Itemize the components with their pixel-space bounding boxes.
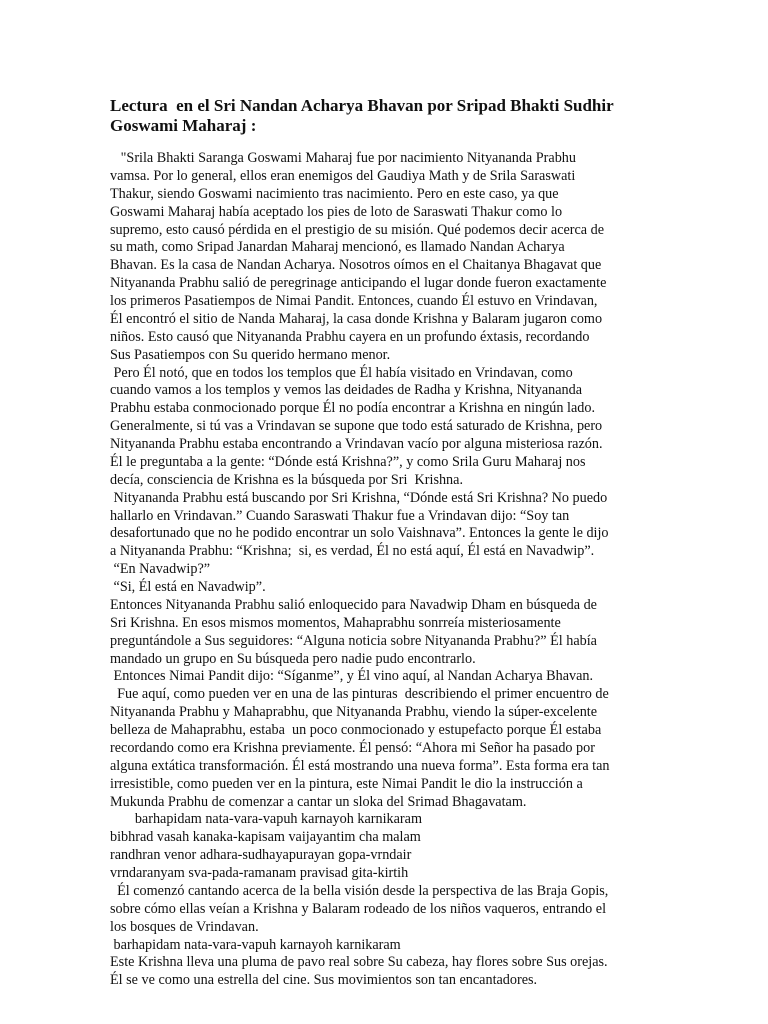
body-text-line: Él le preguntaba a la gente: “Dónde está Krishna?”, y como Srila Guru Maharaj nos: [110, 453, 586, 470]
body-text-line: Sus Pasatiempos con Su querido hermano menor.: [110, 346, 391, 363]
body-text-line: Entonces Nimai Pandit dijo: “Síganme”, y Él vino aquí, al Nandan Acharya Bhavan.: [110, 668, 594, 685]
body-text-line: hallarlo en Vrindavan.” Cuando Saraswati Thakur fue a Vrindavan dijo: “Soy tan: [110, 507, 570, 524]
body-text-line: Él encontró el sitio de Nanda Maharaj, la casa donde Krishna y Balaram jugaron como: [110, 310, 603, 327]
body-text-line: “Si, Él está en Navadwip”.: [110, 579, 266, 595]
body-text-line: belleza de Mahaprabhu, estaba un poco conmocionado y estupefacto porque Él estaba: [110, 722, 602, 738]
body-text-line: cuando vamos a los templos y vemos las deidades de Radha y Krishna, Nityananda: [110, 382, 583, 399]
document-title: [110, 96, 670, 136]
body-text-line: Generalmente, si tú vas a Vrindavan se supone que todo está saturado de Krishna, pero: [110, 418, 603, 435]
body-text-line: desafortunado que no he podido encontrar un solo Vaishnava”. Entonces la gente le dijo: [110, 525, 609, 542]
body-text-line: barhapidam nata-vara-vapuh karnayoh karnikaram: [110, 811, 422, 828]
body-text-line: Él se ve como una estrella del cine. Sus movimientos son tan encantadores.: [110, 972, 538, 989]
body-text-line: Bhavan. Es la casa de Nandan Acharya. Nosotros oímos en el Chaitanya Bhagavat que: [110, 257, 602, 274]
body-text-line: Nityananda Prabhu salió de peregrinage anticipando el lugar donde fueron exactamente: [110, 275, 607, 292]
body-text-line: supremo, esto causó pérdida en el prestigio de su misión. Qué podemos decir acerca de: [110, 221, 605, 238]
body-text-line: barhapidam nata-vara-vapuh karnayoh karnikaram: [110, 936, 401, 953]
body-text-line: su math, como Sripad Janardan Maharaj mencionó, es llamado Nandan Acharya: [110, 239, 565, 256]
body-text-line: sobre cómo ellas veían a Krishna y Balaram rodeado de los niños vaqueros, entrando el: [110, 900, 607, 917]
body-text-line: Fue aquí, como pueden ver en una de las pinturas describiendo el primer encuentro de: [110, 686, 609, 703]
body-text-line: bibhrad vasah kanaka-kapisam vaijayantim cha malam: [110, 829, 421, 846]
body-text-line: Thakur, siendo Goswami nacimiento tras nacimiento. Pero en este caso, ya que: [110, 185, 559, 202]
body-text-line: preguntándole a Sus seguidores: “Alguna noticia sobre Nityananda Prabhu?” Él había: [110, 632, 597, 649]
body-text-line: recordando como era Krishna previamente. Él pensó: “Ahora mi Señor ha pasado por: [110, 739, 595, 756]
body-text-line: Goswami Maharaj había aceptado los pies de loto de Saraswati Thakur como lo: [110, 203, 563, 220]
body-text-line: a Nityananda Prabhu: “Krishna; si, es verdad, Él no está aquí, Él está en Navadwip”.: [110, 543, 595, 560]
body-text-line: “En Navadwip?”: [110, 561, 211, 578]
body-text-line: randhran venor adhara-sudhayapurayan gopa-vrndair: [110, 847, 412, 864]
body-text-line: Nityananda Prabhu y Mahaprabhu, que Nityananda Prabhu, viendo la súper-excelente: [110, 704, 598, 721]
body-text-line: niños. Esto causó que Nityananda Prabhu cayera en un profundo éxtasis, recordando: [110, 328, 590, 345]
body-text-line: irresistible, como pueden ver en la pintura, este Nimai Pandit le dio la instrucción a: [110, 775, 583, 792]
body-text-line: Sri Krishna. En esos mismos momentos, Mahaprabhu sonrreía misteriosamente: [110, 614, 561, 631]
body-text-line: alguna extática transformación. Él está mostrando una nueva forma”. Esta forma era tan: [110, 757, 610, 774]
title-line: Goswami Maharaj :: [110, 116, 257, 135]
body-text-line: vrndaranyam sva-pada-ramanam pravisad gita-kirtih: [110, 865, 409, 881]
body-text-line: los primeros Pasatiempos de Nimai Pandit. Entonces, cuando Él estuvo en Vrindavan,: [110, 293, 598, 309]
body-text-line: Este Krishna lleva una pluma de pavo real sobre Su cabeza, hay flores sobre Sus orejas.: [110, 954, 608, 971]
body-text-line: mandado un grupo en Su búsqueda pero nadie pudo encontrarlo.: [110, 650, 476, 667]
body-text-line: Nityananda Prabhu está buscando por Sri Krishna, “Dónde está Sri Krishna? No puedo: [110, 489, 608, 506]
body-text-line: Entonces Nityananda Prabhu salió enloquecido para Navadwip Dham en búsqueda de: [110, 596, 597, 613]
body-text-line: Mukunda Prabhu de comenzar a cantar un sloka del Srimad Bhagavatam.: [110, 793, 527, 810]
body-text-line: Nityananda Prabhu estaba encontrando a Vrindavan vacío por alguna misteriosa razón.: [110, 436, 603, 452]
document-body: [110, 150, 670, 990]
body-text-line: vamsa. Por lo general, ellos eran enemigos del Gaudiya Math y de Srila Saraswati: [110, 167, 576, 184]
body-text-line: "Srila Bhakti Saranga Goswami Maharaj fue por nacimiento Nityananda Prabhu: [110, 150, 576, 166]
body-text-line: los bosques de Vrindavan.: [110, 918, 259, 935]
title-line: Lectura en el Sri Nandan Acharya Bhavan por Sripad Bhakti Sudhir: [110, 96, 614, 115]
body-text-line: decía, consciencia de Krishna es la búsqueda por Sri Krishna.: [110, 471, 463, 488]
body-text-line: Prabhu estaba conmocionado porque Él no podía encontrar a Krishna en ningún lado.: [110, 400, 595, 417]
body-text-line: Pero Él notó, que en todos los templos que Él había visitado en Vrindavan, como: [110, 364, 573, 381]
body-text-line: Él comenzó cantando acerca de la bella visión desde la perspectiva de las Braja Gopis,: [110, 882, 609, 899]
